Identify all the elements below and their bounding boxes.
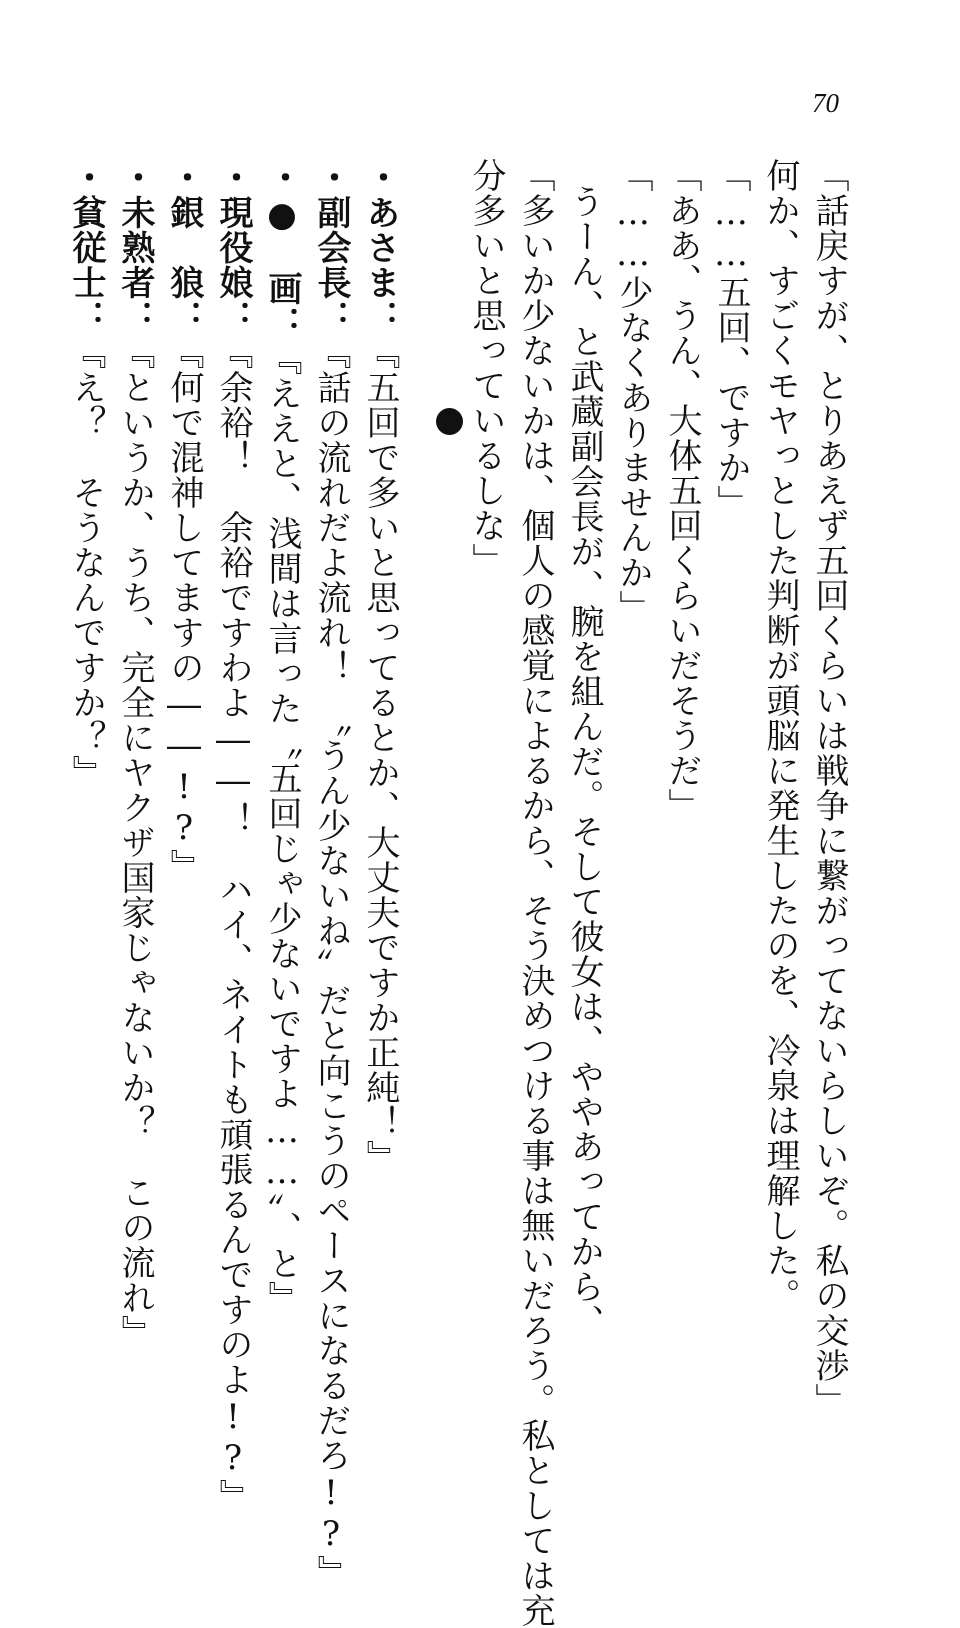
narrative-column-7: 「多いか少ないかは、個人の感覚によるから、そう決めつける事は無いだろう。私としては充 [515,158,555,1628]
dialogue-line-asama [360,160,400,1175]
narrative-column-8: 分多いと思っているしな」 [466,158,506,578]
speaker-label: ・● 画： [262,160,302,341]
narrative-column-4: 「ああ、うん、大体五回くらいだそうだ」 [662,158,702,823]
dialogue-line-novice [115,160,155,1350]
dialogue-text: 『ええと、浅間は言った〝五回じゃ少ないですよ……〟、と』 [262,341,302,1316]
dialogue-line-circle-artist [262,160,302,1316]
dialogue-text: 『というか、うち、完全にヤクザ国家じゃないか？ この流れ』 [115,335,155,1350]
speaker-label: ・未熟者： [115,160,155,335]
dialogue-line-vice-president [311,160,351,1590]
speaker-label: ・銀 狼： [164,160,204,335]
dialogue-text: 『話の流れだよ流れ！ 〝うん少ないね〟だと向こうのペースになるだろ!?』 [311,335,351,1590]
scene-break-icon [436,408,463,435]
speaker-label: ・あさま： [360,160,400,335]
narrative-column-2: 何か、すごくモヤっとした判断が頭脳に発生したのを、冷泉は理解した。 [760,158,800,1313]
dialogue-text: 『え？ そうなんですか？』 [66,335,106,790]
speaker-label: ・現役娘： [213,160,253,335]
narrative-column-6: うーん、と武蔵副会長が、腕を組んだ。そして彼女は、ややあってから、 [564,184,604,1339]
dialogue-line-poor-squire [66,160,106,790]
dialogue-line-active-daughter [213,160,253,1514]
narrative-column-3: 「……五回、ですか」 [711,158,751,520]
page-number: 70 [812,88,839,118]
dialogue-text: 『五回で多いと思ってるとか、大丈夫ですか正純！』 [360,335,400,1175]
narrative-column-1: 「話戻すが、とりあえず五回くらいは戦争に繋がってないらしいぞ。私の交渉」 [809,158,849,1418]
dialogue-text: 『何で混神してますの――!?』 [164,335,204,884]
dialogue-text: 『余裕！ 余裕ですわよ――！ ハイ、ネイトも頑張るんですのよ!?』 [213,335,253,1514]
speaker-label: ・副会長： [311,160,351,335]
narrative-column-5: 「……少なくありませんか」 [613,158,653,625]
dialogue-line-silver-wolf [164,160,204,884]
speaker-label: ・貧従士： [66,160,106,335]
